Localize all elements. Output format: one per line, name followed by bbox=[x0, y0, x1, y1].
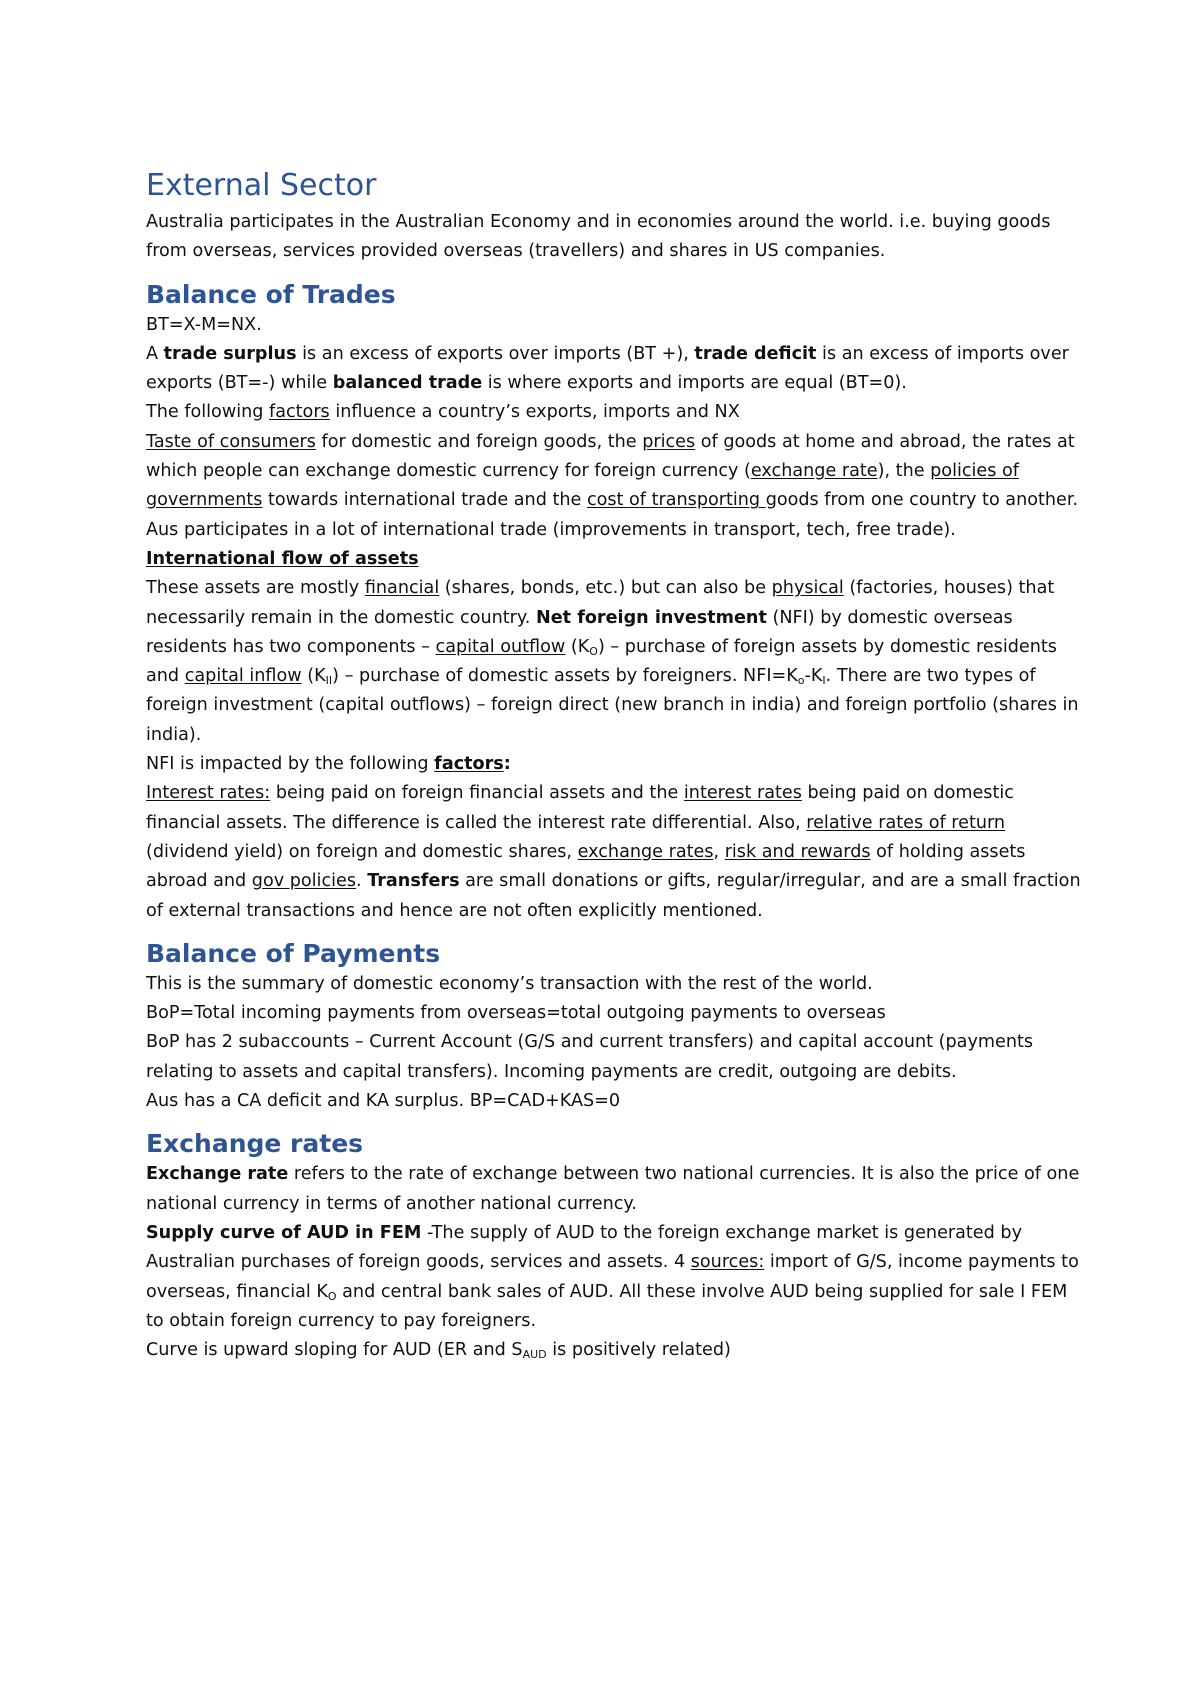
document-page bbox=[146, 168, 1086, 1365]
term-capital-inflow: capital inflow bbox=[184, 666, 302, 687]
term-policies-of-governments: policies of governments bbox=[146, 461, 1019, 511]
factors-paragraph: Taste of consumers for domestic and foreign goods, the prices of goods at home and abroad, the rates at which people can exchange domestic currency for foreign currency (exchange rate), the policies of governments towards international trade and the cost of transporting goods from one country to another. bbox=[146, 431, 1079, 511]
er-paragraph-2: Supply curve of AUD in FEM -The supply of AUD to the foreign exchange market is generated by Australian purchases of foreign goods, services and assets. 4 sources: import of G/S, income payments to overseas, financial $K_O$ and central bank sales of AUD. All these involve AUD being supplied for sale I FEM to obtain foreign currency to pay foreigners. bbox=[146, 1222, 1079, 1331]
term-trade-deficit: trade deficit bbox=[694, 343, 817, 364]
term-cost-of-transporting: cost of transporting bbox=[586, 490, 766, 511]
term-factors: factors bbox=[269, 402, 330, 423]
heading-balance-of-trades: Balance of Trades bbox=[146, 279, 396, 309]
heading-exchange-rates: Exchange rates bbox=[146, 1129, 364, 1159]
term-physical: physical bbox=[771, 578, 844, 599]
bop-paragraph-4: Aus has a CA deficit and KA surplus. BP=CAD+KAS=0 bbox=[146, 1091, 621, 1112]
term-risk-and-rewards: risk and rewards bbox=[724, 841, 871, 862]
term-balanced-trade: balanced trade bbox=[332, 373, 483, 394]
term-relative-rates: relative rates of return bbox=[806, 812, 1006, 833]
er-paragraph-3: Curve is upward sloping for AUD (ER and $S_{AUD}$ is positively related) bbox=[146, 1340, 731, 1362]
term-interest-rates-2: interest rates bbox=[683, 783, 802, 804]
nfi-factors-paragraph: Interest rates: being paid on foreign financial assets and the interest rates being paid on domestic financial assets. The difference is called the interest rate differential. Also, relative rates of return (dividend yield) on foreign and domestic shares, exchange rates, risk and rewards of holding assets abroad and gov policies. Transfers are small donations or gifts, regular/irregular, and are a small fraction of external transactions and hence are not often explicitly mentioned. bbox=[146, 783, 1081, 921]
er-paragraph-1: Exchange rate refers to the rate of exchange between two national currencies. It is also the price of one national currency in terms of another national currency. bbox=[146, 1164, 1080, 1214]
term-sources: sources: bbox=[690, 1252, 765, 1273]
term-net-foreign-investment: Net foreign investment bbox=[536, 607, 767, 628]
nfi-factors-intro: NFI is impacted by the following factors: bbox=[146, 754, 511, 775]
bop-paragraph-3: BoP has 2 subaccounts – Current Account (G/S and current transfers) and capital account (payments relating to assets and capital transfers). Incoming payments are credit, outgoing are debits. bbox=[146, 1032, 1034, 1082]
subheading-international-flow: International flow of assets bbox=[146, 548, 419, 569]
term-supply-curve: Supply curve of AUD in FEM bbox=[146, 1222, 422, 1243]
term-exchange-rate: exchange rate bbox=[750, 461, 878, 482]
term-exchange-rates: exchange rates bbox=[577, 841, 714, 862]
term-financial: financial bbox=[364, 578, 440, 599]
term-trade-surplus: trade surplus bbox=[163, 343, 297, 364]
term-transfers: Transfers bbox=[367, 871, 460, 892]
factors-intro-paragraph: The following factors influence a country’s exports, imports and NX bbox=[146, 402, 740, 423]
term-prices: prices bbox=[642, 431, 696, 452]
assets-paragraph: These assets are mostly financial (shares, bonds, etc.) but can also be physical (factories, houses) that necessarily remain in the domestic country. Net foreign investment (NFI) by domestic overseas residents has two components – capital outflow $(K_O)$ – purchase of foreign assets by domestic residents and capital inflow $(K_{II})$ – purchase of domestic assets by foreigners. $NFI=K_o-K_I$. There are two types of foreign investment (capital outflows) – foreign direct (new branch in india) and foreign portfolio (shares in india). bbox=[146, 578, 1079, 745]
term-capital-outflow: capital outflow bbox=[435, 636, 566, 657]
term-taste-of-consumers: Taste of consumers bbox=[146, 431, 316, 452]
heading-balance-of-payments: Balance of Payments bbox=[146, 938, 441, 968]
intro-paragraph: Australia participates in the Australian Economy and in economies around the world. i.e. buying goods from overseas, services provided overseas (travellers) and shares in US companies. bbox=[146, 212, 1051, 262]
bt-formula: BT=X-M=NX. bbox=[146, 314, 262, 335]
bop-paragraph-2: BoP=Total incoming payments from overseas=total outgoing payments to overseas bbox=[146, 1003, 886, 1024]
page-title: External Sector bbox=[146, 168, 377, 203]
term-interest-rates: Interest rates: bbox=[146, 783, 271, 804]
aus-trade-paragraph: Aus participates in a lot of international trade (improvements in transport, tech, free trade). bbox=[146, 519, 956, 540]
term-gov-policies: gov policies bbox=[251, 871, 356, 892]
bop-paragraph-1: This is the summary of domestic economy’s transaction with the rest of the world. bbox=[146, 973, 873, 994]
term-factors-nfi: factors bbox=[434, 754, 504, 775]
term-exchange-rate-def: Exchange rate bbox=[146, 1164, 289, 1185]
trade-definitions-paragraph: A trade surplus is an excess of exports over imports (BT +), trade deficit is an excess of imports over exports (BT=-) while balanced trade is where exports and imports are equal (BT=0). bbox=[146, 343, 1069, 394]
